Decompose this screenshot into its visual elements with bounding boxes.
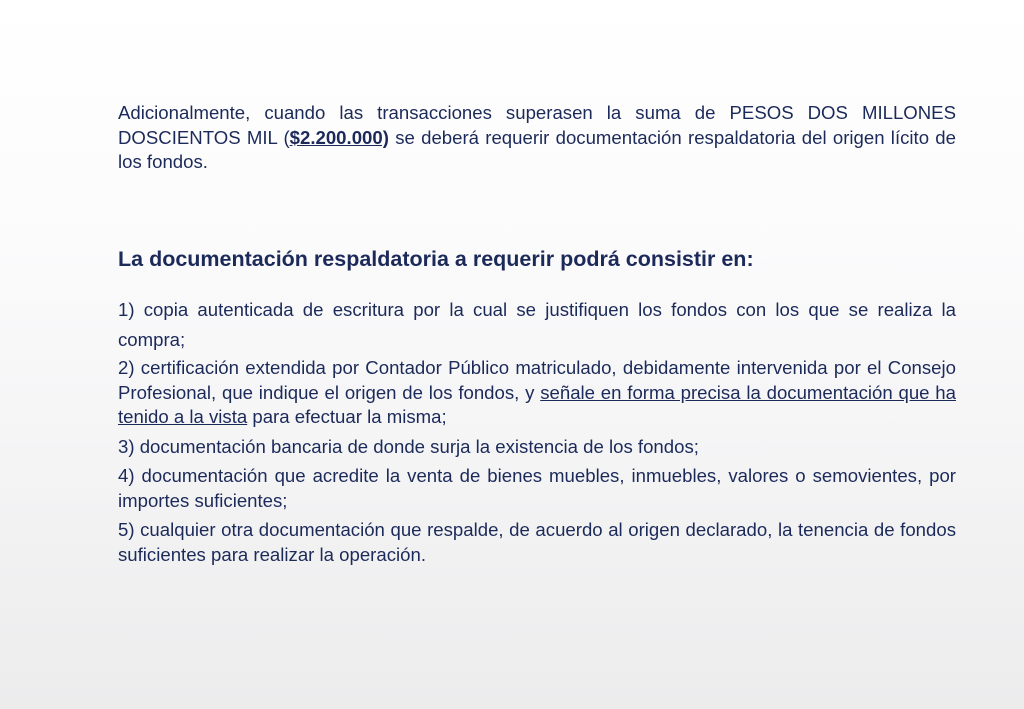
underlined-text: señale en forma precisa la documentación que ha tenido a la vista (118, 381, 956, 427)
list-item-text: para efectuar la misma; (247, 406, 447, 427)
intro-text-end: se deberá requerir documentación respaldatoria del origen lícito de los fondos. (118, 126, 956, 172)
list-item-text: 2) certificación extendida por Contador Público matriculado, debidamente intervenida por el Consejo Profesional, que indique el origen de los fondos, y (118, 357, 956, 403)
documentation-list (118, 295, 956, 572)
section-heading: La documentación respaldatoria a requerir podrá consistir en: (118, 247, 754, 271)
list-item: 1) copia autenticada de escritura por la cual se justifiquen los fondos con los que se realiza la compra; (118, 299, 956, 350)
list-item: 4) documentación que acredite la venta de bienes muebles, inmuebles, valores o semovientes, por importes suficientes; (118, 465, 956, 511)
intro-text-start: Adicionalmente, cuando las transacciones superasen la suma de PESOS DOS MILLONES DOSCIENTOS MIL ( (118, 102, 956, 148)
amount-highlight: $2.200.000) (289, 126, 389, 148)
list-item: 5) cualquier otra documentación que respalde, de acuerdo al origen declarado, la tenencia de fondos suficientes para realizar la operación. (118, 519, 956, 565)
list-item: 3) documentación bancaria de donde surja la existencia de los fondos; (118, 435, 699, 457)
intro-paragraph (118, 101, 956, 175)
slide-content (118, 101, 956, 565)
list-item (118, 356, 956, 430)
